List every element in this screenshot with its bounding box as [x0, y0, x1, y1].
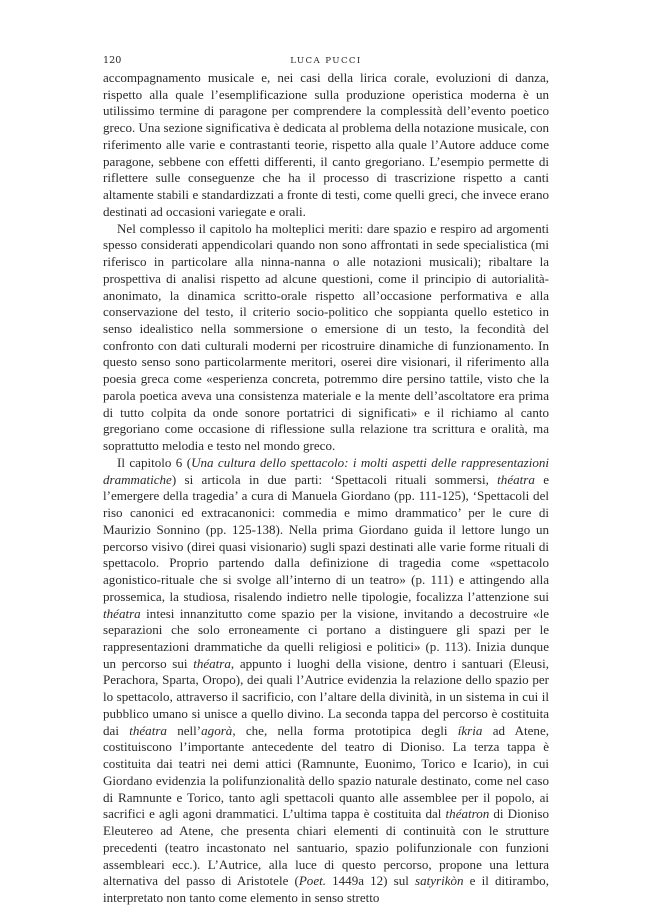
paragraph-3-text: intesi innanzitutto come spazio per la visione, invitando a decostruire «le separazioni che solo erroneamente ci portano a distinguere gli spazi per le rappresentazioni drammatiche da quelli religiosi e politici» (p. 113). Inizia dunque un percorso sui	[103, 605, 549, 671]
book-page	[103, 52, 549, 907]
paragraph-3-text: , che, nella forma prototipica degli	[232, 722, 458, 738]
term-theatra: théatra	[129, 722, 167, 738]
term-agora: agorà	[201, 722, 233, 738]
paragraph-3	[103, 455, 549, 907]
term-theatra: théatra	[103, 605, 141, 621]
term-ikria: íkria	[457, 722, 483, 738]
paragraph-3-text: nell’	[166, 722, 202, 738]
term-poet: Poet.	[298, 873, 326, 889]
paragraph-3-text: e il ditirambo, interpretato non tanto come elemento in senso stretto	[103, 873, 549, 905]
paragraph-2: Nel complesso il capitolo ha molteplici meriti: dare spazio e respiro ad argomenti spesso considerati appendicolari quando non sono affrontati in sede specialistica (mi riferisco in particolare alla ninna-nanna o alle notazioni musicali); ribaltare la prospettiva di analisi rispetto ad alcune questioni, come il principio di autorialità-anonimato, la dinamica scritto-orale rispetto all’occasione performativa e alla conservazione del testo, il criterio socio-politico che soppianta quello estetico in senso idealistico nella sommersione o emersione di un testo, la fecondità del confronto con dati culturali moderni per ricostruire dinamiche di funzionamento. In questo senso sono particolarmente meritori, oserei dire visionari, il riferimento alla poesia greca come «esperienza concreta, potremmo dire persino tattile, visto che la parola poetica aveva una consistenza materiale e la mente dell’ascoltatore era prima di tutto colpita da onde sonore portatrici di significati» e il richiamo al canto gregoriano come occasione di riflessione sulla relazione tra scrittura e oralità, ma soprattutto melodia e testo nel mondo greco.	[103, 220, 549, 454]
body-text	[103, 70, 549, 907]
paragraph-3-text: 1449a 12) sul	[326, 873, 415, 889]
running-header	[103, 52, 549, 70]
paragraph-3-text: Il capitolo 6 (	[117, 454, 192, 470]
chapter-title-italic: Una cultura dello spettacolo: i molti aspetti delle rappresentazioni drammatiche	[103, 454, 549, 487]
term-theatra: théatra	[193, 655, 231, 671]
term-theatra: théatra	[497, 471, 535, 487]
paragraph-3-text: ad Atene, costituiscono l’importante antecedente del teatro di Dioniso. La terza tappa è costituita dai teatri nei demi attici (Ramnunte, Euonimo, Torico e Icario), in cui Giordano evidenzia la polifunzionalità dello spazio naturale destinato, come nel caso di Ramnunte e Torico, tanto agli spettacoli quanto alle assemblee per il popolo, ai sacrifici e agli agoni drammatici. L’ultima tappa è costituita dal	[103, 722, 549, 822]
paragraph-3-text: di Dioniso Eleutereo ad Atene, che presenta chiari elementi di continuità con le strutture precedenti (teatro incastonato nel santuario, spazio polifunzionale con funzioni assembleari ecc.). L’Autrice, alla luce di questo percorso, propone una lettura alternativa del passo di Aristotele (	[103, 806, 549, 889]
paragraph-3-text: e l’emergere della tragedia’ a cura di Manuela Giordano (pp. 111-125), ‘Spettacoli del riso canonici ed extracanonici: commedia e mimo drammatico’ per le cure di Maurizio Sonnino (pp. 125-138). Nella prima Giordano guida il lettore lungo un percorso visivo (direi quasi visionario) sugli spazi destinati alle varie forme rituali di spettacolo. Proprio partendo dalla definizione di tragedia come «spettacolo agonistico-rituale che si svolge all’interno di un teatro» (p. 111) e attingendo alla prossemica, la studiosa, risalendo indietro nelle tipologie, focalizza l’attenzione sui	[103, 471, 549, 604]
paragraph-3-text: , appunto i luoghi della visione, dentro i santuari (Eleusi, Perachora, Sparta, Oropo), dei quali l’Autrice evidenzia la relazione dello spazio per lo spettacolo, attraverso il sacrificio, con l’altare della divinità, in un sistema in cui il pubblico umano si unisce a quello divino. La seconda tappa del percorso è costituita dai	[103, 655, 549, 738]
running-title: LUCA PUCCI	[290, 56, 362, 66]
term-satyrikon: satyrikòn	[415, 873, 464, 889]
term-theatron: théatron	[445, 806, 490, 822]
page-number: 120	[103, 55, 122, 66]
paragraph-1: accompagnamento musicale e, nei casi della lirica corale, evoluzioni di danza, rispetto alla quale l’esemplificazione sulla produzione operistica moderna è un utilissimo termine di paragone per comprendere la complessità dell’evento poetico greco. Una sezione significativa è dedicata al problema della notazione musicale, con riferimento alle varie e contrastanti teorie, rispetto alla quale l’Autore adduce come paragone, sebbene con effetti differenti, il canto gregoriano. L’esempio permette di riflettere sulle conseguenze che ha il processo di trascrizione rispetto a canti altamente stabili e standardizzati a fronte di testi, come quelli greci, che invece erano destinati ad occasioni variegate e orali.	[103, 70, 549, 219]
paragraph-3-text: ) si articola in due parti: ‘Spettacoli rituali sommersi,	[171, 471, 498, 487]
